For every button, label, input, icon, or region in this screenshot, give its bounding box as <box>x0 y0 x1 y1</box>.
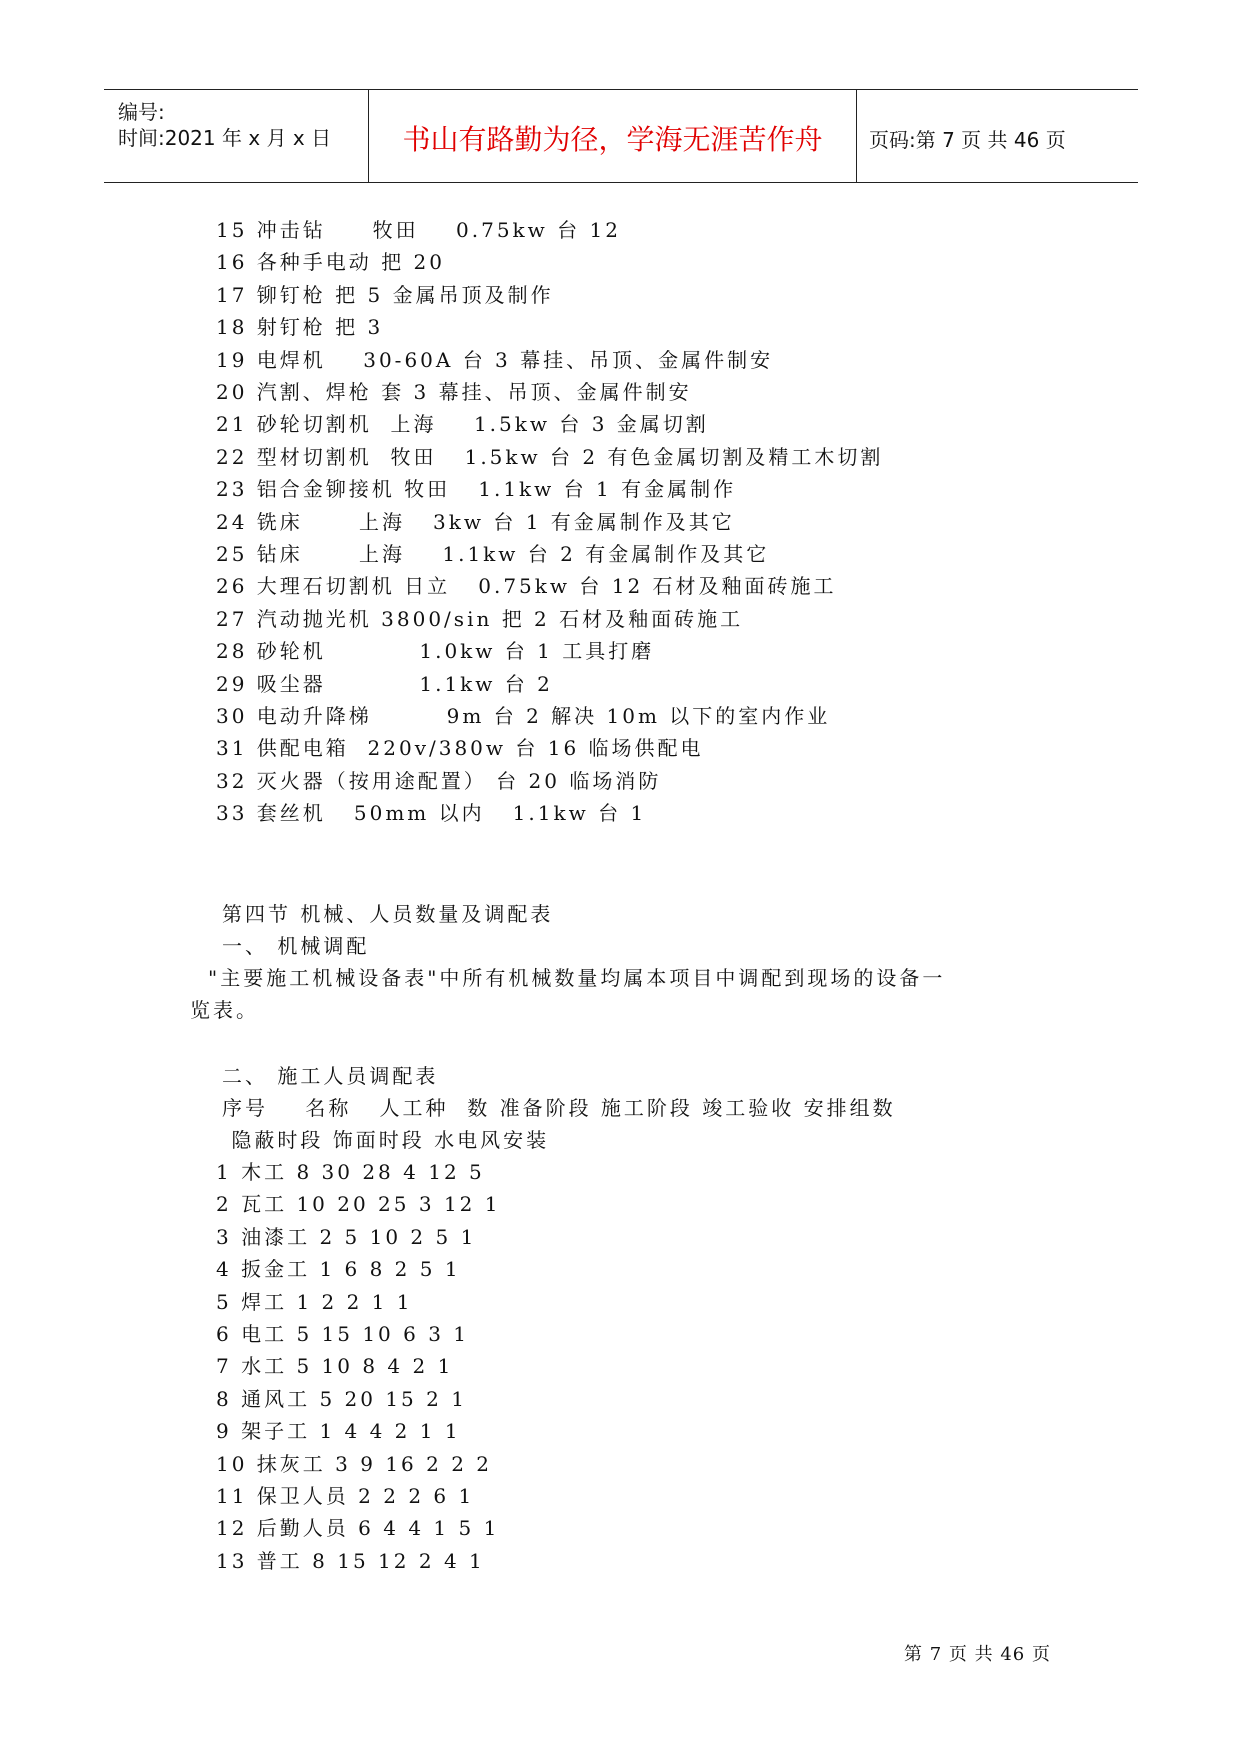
equipment-row: 25 钻床 上海 1.1kw 台 2 有金属制作及其它 <box>216 542 770 566</box>
paragraph-line: "主要施工机械设备表"中所有机械数量均属本项目中调配到现场的设备一 <box>208 966 946 990</box>
subsection-staff: 二、 施工人员调配表 <box>222 1064 439 1088</box>
paragraph-line: 览表。 <box>190 998 259 1022</box>
staff-row: 6 电工 5 15 10 6 3 1 <box>216 1322 470 1346</box>
equipment-row: 22 型材切割机 牧田 1.5kw 台 2 有色金属切割及精工木切割 <box>216 444 884 469</box>
page-footer: 第 7 页 共 46 页 <box>904 1644 1051 1665</box>
staff-row: 10 抹灰工 3 9 16 2 2 2 <box>216 1451 493 1476</box>
document-time-label: 时间:2021 年 x 月 x 日 <box>118 126 332 150</box>
staff-row: 7 水工 5 10 8 4 2 1 <box>216 1354 454 1379</box>
equipment-row: 31 供配电箱 220v/380w 台 16 临场供配电 <box>216 736 704 761</box>
equipment-row: 19 电焊机 30-60A 台 3 幕挂、吊顶、金属件制安 <box>216 347 774 372</box>
equipment-row: 27 汽动抛光机 3800/sin 把 2 石材及釉面砖施工 <box>216 606 744 631</box>
equipment-row: 21 砂轮切割机 上海 1.5kw 台 3 金属切割 <box>216 412 709 437</box>
staff-row: 2 瓦工 10 20 25 3 12 1 <box>216 1192 501 1217</box>
staff-row: 4 扳金工 1 6 8 2 5 1 <box>216 1257 461 1282</box>
header-motto-cell <box>368 90 857 182</box>
equipment-row: 26 大理石切割机 日立 0.75kw 台 12 石材及釉面砖施工 <box>216 574 837 599</box>
staff-table-header-sub: 隐蔽时段 饰面时段 水电风安装 <box>222 1128 550 1152</box>
equipment-row: 29 吸尘器 1.1kw 台 2 <box>216 671 553 696</box>
equipment-row: 17 铆钉枪 把 5 金属吊顶及制作 <box>216 282 554 307</box>
header-page-code: 页码:第 7 页 共 46 页 <box>869 128 1066 152</box>
equipment-row: 33 套丝机 50mm 以内 1.1kw 台 1 <box>216 801 647 826</box>
equipment-row: 23 铝合金铆接机 牧田 1.1kw 台 1 有金属制作 <box>216 477 737 502</box>
equipment-row: 15 冲击钻 牧田 0.75kw 台 12 <box>216 218 621 242</box>
header-page-cell <box>857 90 1138 182</box>
staff-row: 9 架子工 1 4 4 2 1 1 <box>216 1419 461 1444</box>
equipment-row: 18 射钉枪 把 3 <box>216 315 384 340</box>
equipment-row: 32 灭火器（按用途配置） 台 20 临场消防 <box>216 768 662 793</box>
staff-table-header: 序号 名称 人工种 数 准备阶段 施工阶段 竣工验收 安排组数 <box>222 1096 896 1120</box>
staff-row: 12 后勤人员 6 4 4 1 5 1 <box>216 1516 500 1541</box>
page-header <box>104 89 1138 183</box>
section-title: 第四节 机械、人员数量及调配表 <box>222 902 554 926</box>
staff-row: 3 油漆工 2 5 10 2 5 1 <box>216 1224 477 1249</box>
staff-row: 13 普工 8 15 12 2 4 1 <box>216 1548 485 1573</box>
document-number-label: 编号: <box>118 100 165 124</box>
staff-row: 8 通风工 5 20 15 2 1 <box>216 1386 467 1411</box>
equipment-row: 28 砂轮机 1.0kw 台 1 工具打磨 <box>216 639 655 664</box>
equipment-row: 30 电动升降梯 9m 台 2 解决 10m 以下的室内作业 <box>216 704 831 728</box>
motto-text: 书山有路勤为径，学海无涯苦作舟 <box>402 123 823 156</box>
staff-row: 5 焊工 1 2 2 1 1 <box>216 1289 413 1314</box>
header-info-cell <box>104 90 368 182</box>
subsection-machinery: 一、 机械调配 <box>222 934 370 958</box>
equipment-row: 24 铣床 上海 3kw 台 1 有金属制作及其它 <box>216 509 735 534</box>
equipment-row: 16 各种手电动 把 20 <box>216 250 445 275</box>
staff-row: 11 保卫人员 2 2 2 6 1 <box>216 1484 475 1508</box>
staff-row: 1 木工 8 30 28 4 12 5 <box>216 1160 485 1184</box>
equipment-row: 20 汽割、焊枪 套 3 幕挂、吊顶、金属件制安 <box>216 380 692 404</box>
